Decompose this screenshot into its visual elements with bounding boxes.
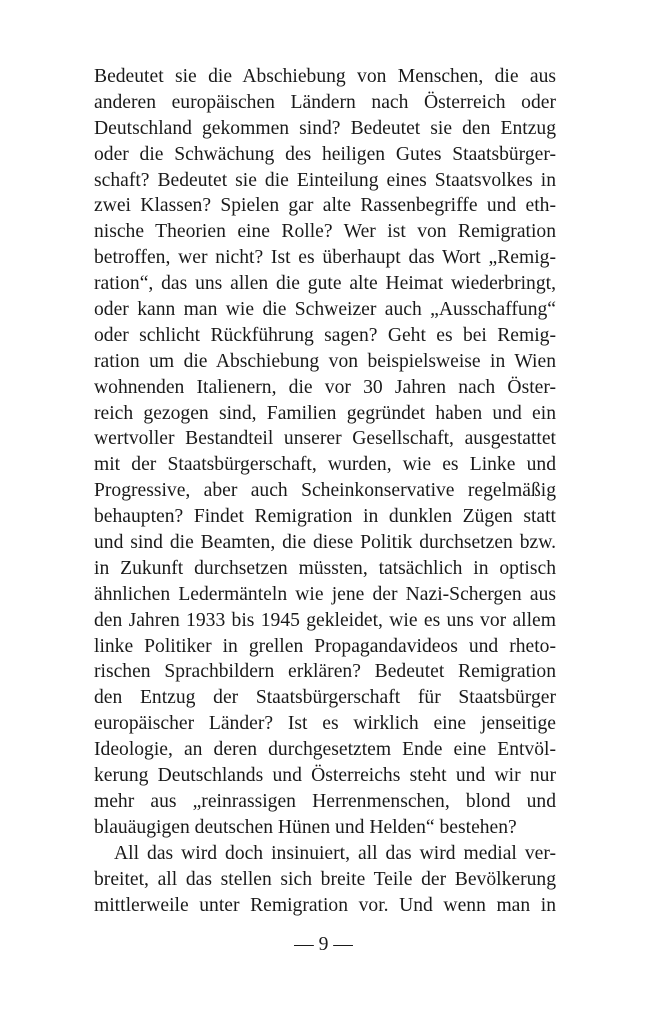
- text-line: ration um die Abschiebung von beispielsweise in Wien: [94, 350, 556, 372]
- text-line: und sind die Beamten, die diese Politik durchsetzen bzw.: [94, 532, 556, 554]
- text-line: oder die Schwächung des heiligen Gutes Staatsbürger-: [94, 143, 556, 165]
- text-line: zwei Klassen? Spielen gar alte Rassenbegriffe und eth-: [94, 195, 556, 217]
- text-line: behaupten? Findet Remigration in dunklen Zügen statt: [94, 506, 556, 528]
- text-line: mehr aus „reinrassigen Herrenmenschen, blond und: [94, 790, 556, 812]
- text-line: wertvoller Bestandteil unserer Gesellschaft, ausgestattet: [94, 428, 556, 450]
- text-line: rischen Sprachbildern erklären? Bedeutet Remigration: [94, 661, 556, 683]
- text-line: in Zukunft durchsetzen müssten, tatsächlich in optisch: [94, 557, 556, 579]
- text-line: ration“, das uns allen die gute alte Heimat wiederbringt,: [94, 273, 556, 295]
- text-line: oder schlicht Rückführung sagen? Geht es bei Remig-: [94, 324, 556, 346]
- text-line: nische Theorien eine Rolle? Wer ist von Remigration: [94, 221, 556, 243]
- text-line: linke Politiker in grellen Propagandavideos und rheto-: [94, 635, 556, 657]
- text-line: anderen europäischen Ländern nach Österreich oder: [94, 91, 556, 113]
- paragraph-2: [94, 841, 556, 919]
- text-line: wohnenden Italienern, die vor 30 Jahren nach Öster-: [94, 376, 556, 398]
- text-line: mit der Staatsbürgerschaft, wurden, wie es Linke und: [94, 454, 556, 476]
- text-line: Progressive, aber auch Scheinkonservative regelmäßig: [94, 480, 556, 502]
- text-line: den Jahren 1933 bis 1945 gekleidet, wie es uns vor allem: [94, 609, 556, 631]
- text-line: oder kann man wie die Schweizer auch „Ausschaffung“: [94, 299, 556, 321]
- text-line: schaft? Bedeutet sie die Einteilung eines Staatsvolkes in: [94, 169, 556, 191]
- text-line: breitet, all das stellen sich breite Teile der Bevölkerung: [94, 868, 556, 890]
- body-text: [94, 64, 556, 918]
- text-line: Bedeutet sie die Abschiebung von Menschen, die aus: [94, 66, 556, 87]
- text-line: Ideologie, an deren durchgesetztem Ende eine Entvöl-: [94, 739, 556, 761]
- page-number: — 9 —: [294, 934, 353, 955]
- text-line: Deutschland gekommen sind? Bedeutet sie den Entzug: [94, 117, 556, 139]
- text-line: reich gezogen sind, Familien gegründet haben und ein: [94, 402, 556, 424]
- text-line: kerung Deutschlands und Österreichs steht und wir nur: [94, 765, 556, 787]
- text-line: All das wird doch insinuiert, all das wird medial ver-: [114, 842, 556, 864]
- text-line: blauäugigen deutschen Hünen und Helden“ bestehen?: [94, 816, 517, 838]
- text-line: mittlerweile unter Remigration vor. Und wenn man in: [94, 894, 556, 916]
- text-line: betroffen, wer nicht? Ist es überhaupt das Wort „Remig-: [94, 247, 556, 269]
- text-line: europäischer Länder? Ist es wirklich eine jenseitige: [94, 713, 556, 735]
- paragraph-1: [94, 64, 556, 841]
- text-line: den Entzug der Staatsbürgerschaft für Staatsbürger: [94, 687, 556, 709]
- text-line: ähnlichen Ledermänteln wie jene der Nazi-Schergen aus: [94, 583, 556, 605]
